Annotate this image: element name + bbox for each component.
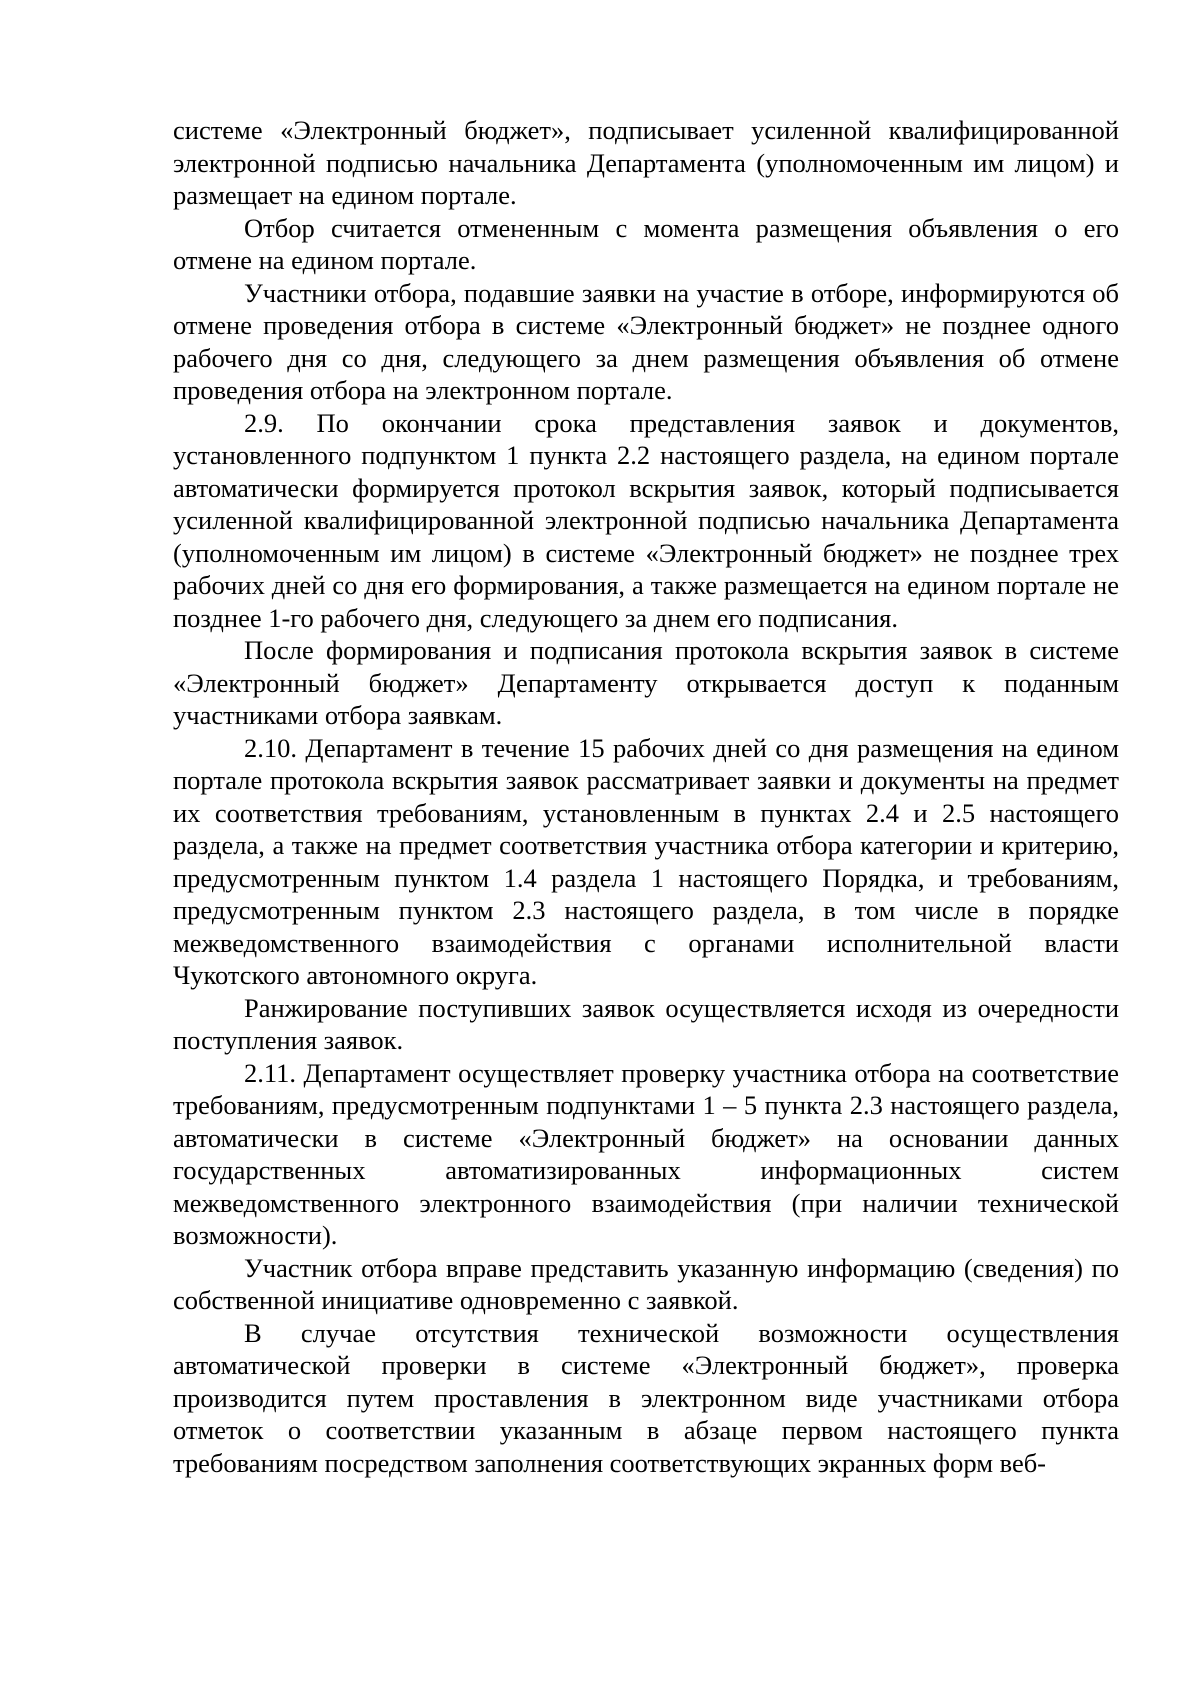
paragraph-access-opened: После формирования и подписания протокола вскрытия заявок в системе «Электронный бюджет» Департаменту открывается доступ к поданным участниками отбора заявкам. [173, 635, 1119, 730]
paragraph-2-10: 2.10. Департамент в течение 15 рабочих дней со дня размещения на едином портале протокола вскрытия заявок рассматривает заявки и документы на предмет их соответствия требованиям, установленным в пунктах 2.4 и 2.5 настоящего раздела, а также на предмет соответствия участника отбора категории и критерию, предусмотренным пунктом 1.4 раздела 1 настоящего Порядка, и требованиям, предусмотренным пунктом 2.3 настоящего раздела, в том числе в порядке межведомственного взаимодействия с органами исполнительной власти Чукотского автономного округа. [173, 732, 1119, 990]
paragraph-2-9: 2.9. По окончании срока представления заявок и документов, установленного подпунктом 1 пункта 2.2 настоящего раздела, на едином портале автоматически формируется протокол вскрытия заявок, который подписывается усиленной квалифицированной электронной подписью начальника Департамента (уполномоченным им лицом) в системе «Электронный бюджет» не позднее трех рабочих дней со дня его формирования, а также размещается на едином портале не позднее 1-го рабочего дня, следующего за днем его подписания. [173, 407, 1119, 633]
paragraph-ranking: Ранжирование поступивших заявок осуществляется исходя из очередности поступления заявок. [173, 992, 1119, 1055]
paragraph-participants-notified: Участники отбора, подавшие заявки на участие в отборе, информируются об отмене проведения отбора в системе «Электронный бюджет» не позднее одного рабочего дня со дня, следующего за днем размещения объявления об отмене проведения отбора на электронном портале. [173, 277, 1119, 405]
paragraph-cancellation: Отбор считается отмененным с момента размещения объявления о его отмене на едином портале. [173, 212, 1119, 275]
paragraph-own-initiative: Участник отбора вправе представить указанную информацию (сведения) по собственной инициативе одновременно с заявкой. [173, 1252, 1119, 1315]
paragraph-2-11: 2.11. Департамент осуществляет проверку участника отбора на соответствие требованиям, предусмотренным подпунктами 1 – 5 пункта 2.3 настоящего раздела, автоматически в системе «Электронный бюджет» на основании данных государственных автоматизированных информационных систем межведомственного электронного взаимодействия (при наличии технической возможности). [173, 1057, 1119, 1250]
paragraph-continuation: системе «Электронный бюджет», подписывает усиленной квалифицированной электронной подписью начальника Департамента (уполномоченным им лицом) и размещает на едином портале. [173, 115, 1119, 210]
document-page [173, 114, 1119, 1479]
paragraph-no-technical-possibility: В случае отсутствия технической возможности осуществления автоматической проверки в системе «Электронный бюджет», проверка производится путем проставления в электронном виде участниками отбора отметок о соответствии указанным в абзаце первом настоящего пункта требованиям посредством заполнения соответствующих экранных форм веб- [173, 1317, 1119, 1478]
